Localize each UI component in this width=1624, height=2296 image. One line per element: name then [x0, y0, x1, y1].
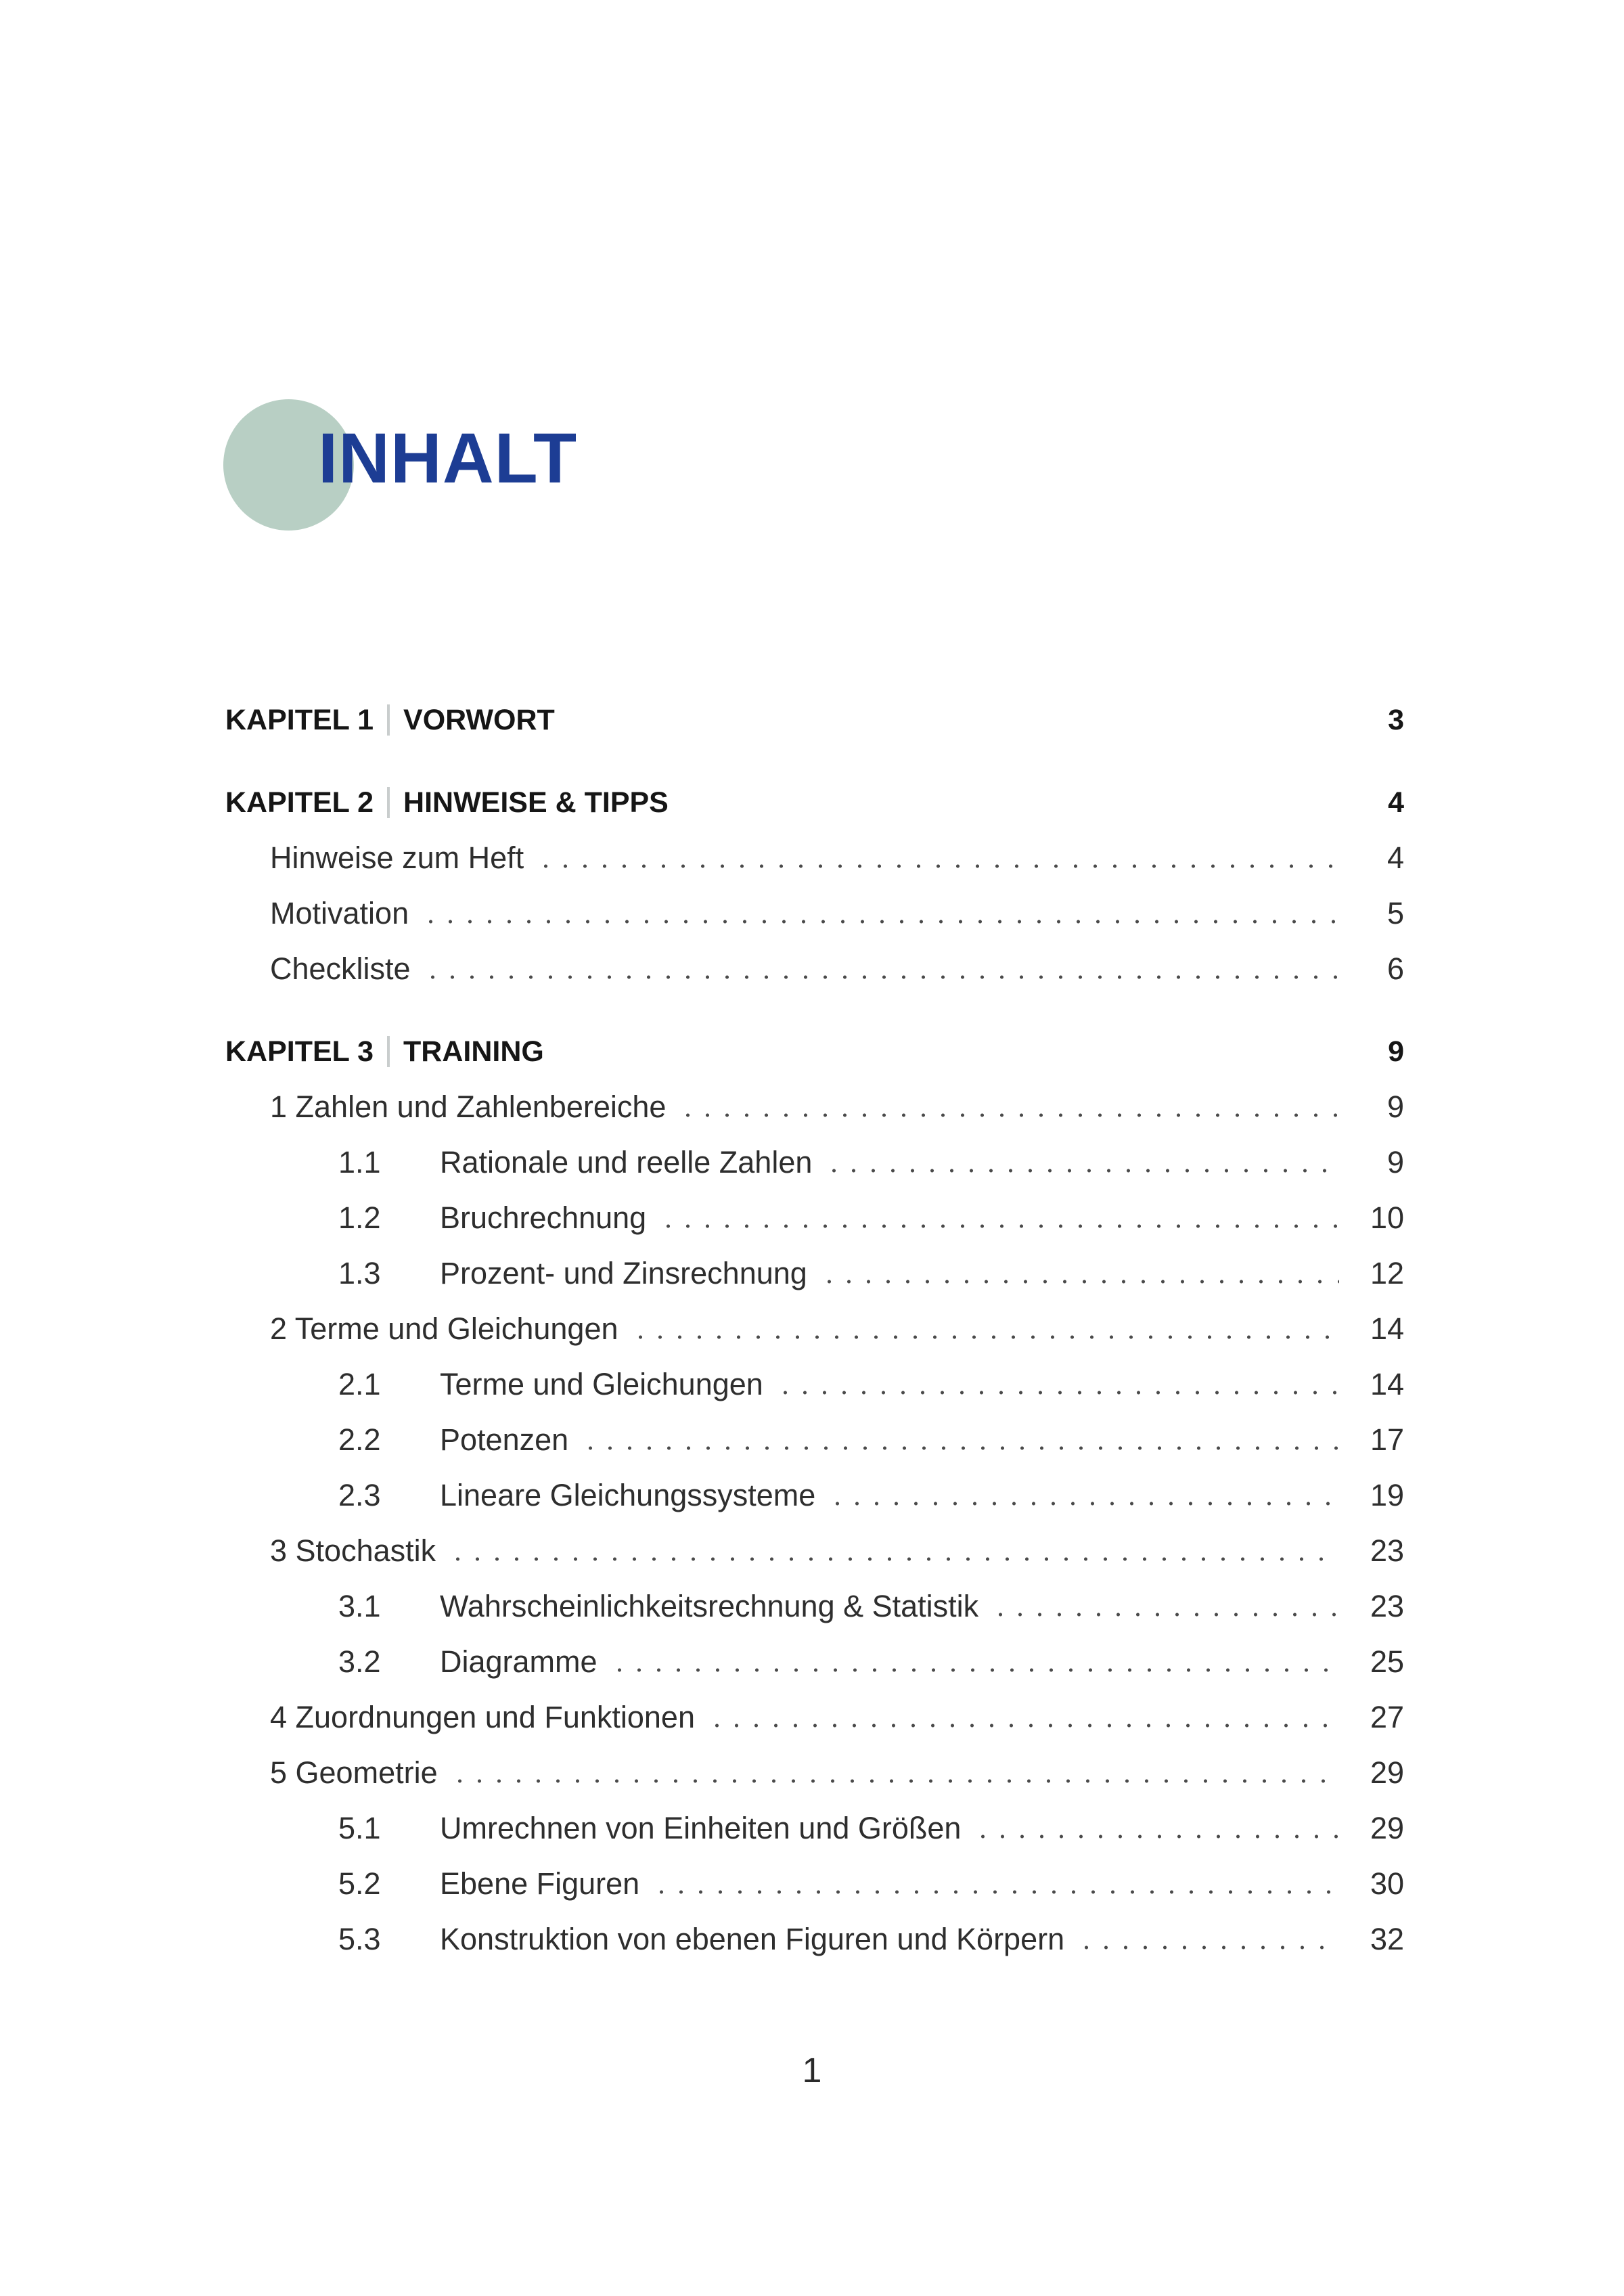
dot-leader	[973, 1814, 1339, 1844]
chapter-title: VORWORT	[403, 703, 555, 736]
entry-page-number: 29	[1370, 1755, 1404, 1790]
toc-entry-row	[225, 1468, 1404, 1523]
entry-title: Umrechnen von Einheiten und Größen	[440, 1811, 962, 1845]
entry-page-number: 23	[1370, 1589, 1404, 1623]
entry-page-number: 9	[1386, 1089, 1404, 1124]
chapter-separator-bar	[387, 787, 390, 818]
entry-number: 3.2	[338, 1644, 381, 1679]
toc-entry-row	[225, 1856, 1404, 1912]
entry-title: Diagramme	[440, 1644, 597, 1679]
toc-chapter-row	[225, 775, 1404, 830]
entry-page-number: 10	[1370, 1200, 1404, 1235]
entry-title: 4 Zuordnungen und Funktionen	[270, 1700, 695, 1734]
dot-leader	[581, 1425, 1339, 1456]
toc-entry-row	[225, 1523, 1404, 1579]
dot-leader	[1077, 1924, 1339, 1955]
entry-page-number: 4	[1386, 840, 1404, 875]
entry-title: 3 Stochastik	[270, 1533, 436, 1568]
chapter-page-number: 9	[1388, 1035, 1404, 1068]
dot-leader	[678, 1092, 1339, 1123]
footer-page-number: 1	[802, 2051, 822, 2090]
entry-title: 2 Terme und Gleichungen	[270, 1311, 618, 1346]
dot-leader	[421, 899, 1339, 929]
entry-number: 5.1	[338, 1811, 381, 1845]
toc-entry-row	[225, 1690, 1404, 1745]
dot-leader	[707, 1703, 1339, 1733]
entry-page-number: 6	[1386, 951, 1404, 986]
toc-entry-row	[225, 1357, 1404, 1412]
entry-page-number: 5	[1386, 896, 1404, 930]
chapter-label: KAPITEL 2	[225, 786, 374, 819]
dot-leader	[631, 1314, 1339, 1345]
toc-entry-row	[225, 941, 1404, 997]
chapter-label: KAPITEL 1	[225, 703, 374, 736]
toc-entry-row	[225, 1745, 1404, 1801]
entry-title: Prozent- und Zinsrechnung	[440, 1256, 807, 1290]
toc-entry-row	[225, 1634, 1404, 1690]
entry-page-number: 23	[1370, 1533, 1404, 1568]
entry-number: 5.3	[338, 1922, 381, 1956]
entry-page-number: 25	[1370, 1644, 1404, 1679]
entry-page-number: 17	[1370, 1422, 1404, 1457]
dot-leader	[828, 1481, 1339, 1511]
toc-entry-row	[225, 1301, 1404, 1357]
chapter-title: HINWEISE & TIPPS	[403, 786, 669, 819]
page-title: INHALT	[318, 419, 578, 498]
entry-title: 1 Zahlen und Zahlenbereiche	[270, 1089, 667, 1124]
entry-number: 2.1	[338, 1367, 381, 1401]
dot-leader	[423, 954, 1339, 985]
entry-title: Hinweise zum Heft	[270, 840, 524, 875]
entry-number: 2.3	[338, 1478, 381, 1512]
entry-page-number: 30	[1370, 1866, 1404, 1901]
toc-entry-row	[225, 1912, 1404, 1967]
entry-page-number: 14	[1370, 1311, 1404, 1346]
dot-leader	[991, 1592, 1339, 1622]
dot-leader	[775, 1370, 1339, 1400]
chapter-label: KAPITEL 3	[225, 1035, 374, 1068]
dot-leader	[824, 1148, 1339, 1178]
toc-entry-row	[225, 1579, 1404, 1634]
toc-entry-row	[225, 1135, 1404, 1190]
entry-title: Rationale und reelle Zahlen	[440, 1145, 813, 1179]
chapter-page-number: 4	[1388, 786, 1404, 819]
dot-leader	[652, 1869, 1339, 1899]
dot-leader	[610, 1647, 1339, 1678]
entry-number: 1.1	[338, 1145, 381, 1179]
entry-page-number: 29	[1370, 1811, 1404, 1845]
entry-page-number: 9	[1386, 1145, 1404, 1179]
entry-page-number: 32	[1370, 1922, 1404, 1956]
toc-entry-row	[225, 1079, 1404, 1135]
chapter-separator-bar	[387, 1036, 390, 1067]
table-of-contents	[225, 692, 1404, 1967]
dot-leader	[658, 1203, 1339, 1234]
entry-title: Motivation	[270, 896, 409, 930]
toc-entry-row	[225, 1190, 1404, 1246]
toc-chapter-row	[225, 692, 1404, 748]
toc-entry-row	[225, 830, 1404, 886]
entry-number: 2.2	[338, 1422, 381, 1457]
entry-number: 3.1	[338, 1589, 381, 1623]
entry-title: Lineare Gleichungssysteme	[440, 1478, 816, 1512]
toc-entry-row	[225, 1801, 1404, 1856]
entry-page-number: 19	[1370, 1478, 1404, 1512]
dot-leader	[819, 1259, 1339, 1289]
chapter-title: TRAINING	[403, 1035, 544, 1068]
entry-title: Bruchrechnung	[440, 1200, 647, 1235]
entry-title: Konstruktion von ebenen Figuren und Körpern	[440, 1922, 1065, 1956]
entry-title: Potenzen	[440, 1422, 569, 1457]
entry-number: 5.2	[338, 1866, 381, 1901]
toc-entry-row	[225, 1246, 1404, 1301]
toc-chapter-row	[225, 1024, 1404, 1079]
chapter-page-number: 3	[1388, 703, 1404, 736]
entry-number: 1.2	[338, 1200, 381, 1235]
entry-title: 5 Geometrie	[270, 1755, 438, 1790]
entry-page-number: 27	[1370, 1700, 1404, 1734]
entry-page-number: 12	[1370, 1256, 1404, 1290]
dot-leader	[536, 843, 1339, 874]
chapter-separator-bar	[387, 704, 390, 736]
dot-leader	[450, 1758, 1339, 1788]
entry-title: Checkliste	[270, 951, 411, 986]
entry-title: Wahrscheinlichkeitsrechnung & Statistik	[440, 1589, 979, 1623]
toc-entry-row	[225, 886, 1404, 941]
entry-number: 1.3	[338, 1256, 381, 1290]
toc-entry-row	[225, 1412, 1404, 1468]
entry-title: Terme und Gleichungen	[440, 1367, 763, 1401]
entry-title: Ebene Figuren	[440, 1866, 640, 1901]
dot-leader	[448, 1536, 1339, 1567]
entry-page-number: 14	[1370, 1367, 1404, 1401]
